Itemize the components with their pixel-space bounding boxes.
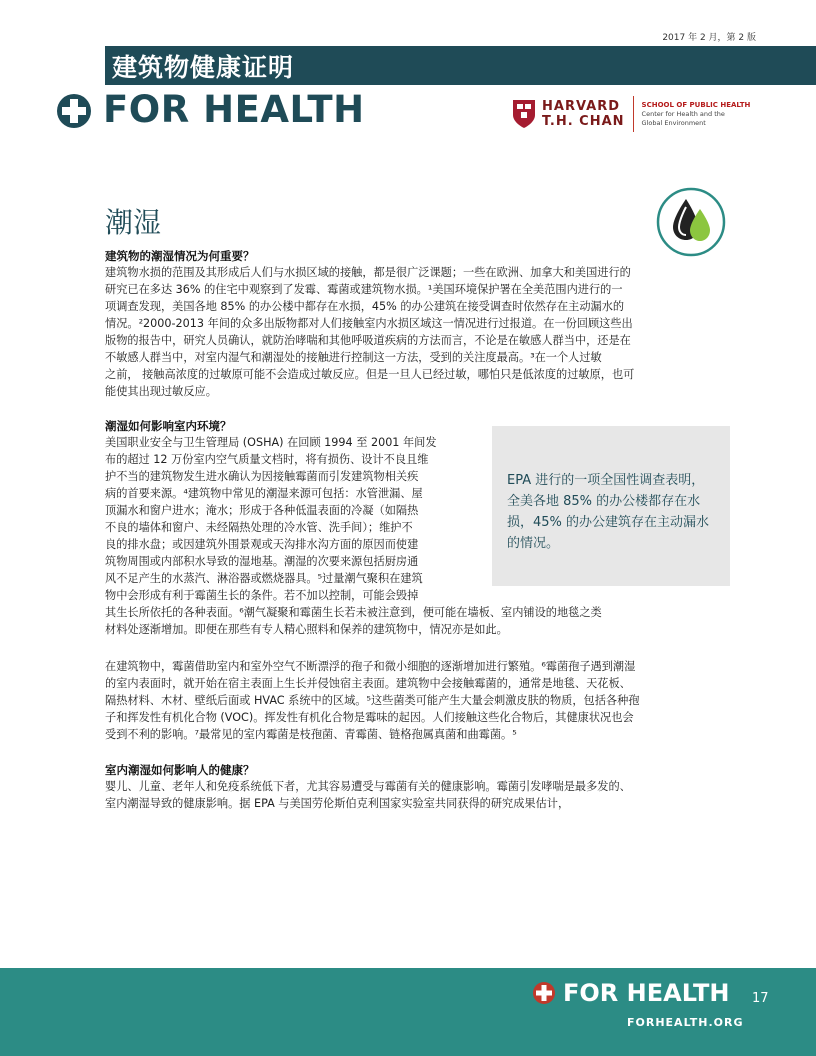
paragraph-health-effects [105,778,725,812]
chan-name: T.H. CHAN [542,114,625,129]
center-name-1: Center for Health and the [641,110,725,118]
text-line: 婴儿、儿童、老年人和免疫系统低下者，尤其容易遭受与霉菌有关的健康影响。霉菌引发哮喘是最多发的、 [105,780,631,793]
text-line: 不敏感人群当中，对室内湿气和潮湿处的接触进行控制这一方法，受到的关注度最高。³在一个人过敏 [105,351,602,364]
text-line: 研究已在多达 36% 的住宅中观察到了发霉、霉菌或建筑物水损。¹美国环境保护署在全美范围内进行的一 [105,283,623,296]
heading-health-effects: 室内潮湿如何影响人的健康？ [105,763,255,777]
edition-date: 2017 年 2 月，第 2 版 [662,33,756,43]
text-line: 隔热材料、木材、壁纸后面或 HVAC 系统中的区域。⁵这些菌类可能产生大量会刺激皮肤的物质，包括各种孢 [105,694,640,707]
text-line: 顶漏水和窗户进水；淹水；形成于各种低温表面的冷凝（如隔热 [105,504,419,517]
text-line: 美国职业安全与卫生管理局 (OSHA) 在回顾 1994 至 2001 年间发 [105,436,437,449]
section-title: 潮湿 [105,206,162,239]
footer-cross-icon [533,982,555,1004]
text-line: 在建筑物中，霉菌借助室内和室外空气不断漂浮的孢子和微小细胞的逐渐增加进行繁殖。⁶霉菌孢子遇到潮湿 [105,660,636,673]
paragraph-intro [105,264,725,400]
text-line: 其生长所依托的各种表面。⁶潮气凝聚和霉菌生长若未被注意到，便可能在墙板、室内铺设的地毯之类 [105,606,602,619]
text-line: 室内潮湿导致的健康影响。据 EPA 与美国劳伦斯伯克利国家实验室共同获得的研究成果估计， [105,797,570,810]
text-line: 之前， 接触高浓度的过敏原可能不会造成过敏反应。但是一旦人已经过敏，哪怕只是低浓度的过敏原，也可 [105,368,635,381]
center-name-2: Global Environment [641,119,706,127]
water-drop-icon [656,187,726,257]
text-line: 风不足产生的水蒸汽、淋浴器或燃烧器具。⁵过量潮气聚积在建筑 [105,572,423,585]
cross-logo-icon [57,94,91,128]
text-line: 版物的报告中，研究人员确认，就防治哮喘和其他呼吸道疾病的方法而言，不论是在敏感人群当中，还是在 [105,334,631,347]
paragraph-mold-growth [105,658,725,743]
footer-url-link[interactable]: FORHEALTH.ORG [627,1016,744,1029]
document-title: 建筑物健康证明 [112,53,295,82]
harvard-name: HARVARD [542,99,620,114]
text-line: 材料处逐渐增加。即便在那些有专人精心照料和保养的建筑物中，情况亦是如此。 [105,623,508,636]
text-line: 物中会形成有利于霉菌生长的条件。若不加以控制，可能会毁掉 [105,589,419,602]
heading-why-important: 建筑物的潮湿情况为何重要？ [105,249,255,263]
footer-logo: FOR HEALTH [563,979,730,1007]
heading-indoor-environment: 潮湿如何影响室内环境？ [105,419,232,433]
text-line: 项调查发现，美国各地 85% 的办公楼中都存在水损，45% 的办公建筑在接受调查时依然存在主动漏水的 [105,300,625,313]
text-line: 病的首要来源。⁴建筑物中常见的潮湿来源可包括：水管泄漏、屋 [105,487,423,500]
text-line: 情况。²2000-2013 年间的众多出版物都对人们接触室内水损区域这一情况进行过报道。在一份回顾这些出 [105,317,633,330]
text-line: 护不当的建筑物发生进水确认为因接触霉菌而引发建筑物相关疾 [105,470,419,483]
text-line: 能使其出现过敏反应。 [105,385,217,398]
page-number: 17 [752,991,769,1006]
text-line: 的室内表面时，就开始在宿主表面上生长并侵蚀宿主表面。建筑物中会接触霉菌的，通常是地毯、天花板、 [105,677,631,690]
text-line: 良的排水盘；或因建筑外围景观或天沟排水沟方面的原因而使建 [105,538,419,551]
harvard-logo [512,96,750,132]
text-line: 筑物周围或内部积水导致的湿地基。潮湿的次要来源包括厨房通 [105,555,419,568]
harvard-shield-icon [512,99,536,129]
text-line: 不良的墙体和窗户、未经隔热处理的冷水管、洗手间）；维护不 [105,521,413,534]
text-line: 布的超过 12 万份室内空气质量文档时，将有损伤、设计不良且维 [105,453,429,466]
for-health-logo: FOR HEALTH [103,88,365,131]
text-line: 建筑物水损的范围及其形成后人们与水损区域的接触，都是很广泛课题；一些在欧洲、加拿大和美国进行的 [105,266,631,279]
text-line: 受到不利的影响。⁷最常见的室内霉菌是枝孢菌、青霉菌、链格孢属真菌和曲霉菌。⁵ [105,728,517,741]
logo-divider [633,96,634,132]
text-line: 子和挥发性有机化合物 (VOC)。挥发性有机化合物是霉味的起因。人们接触这些化合物后，其健康状况也会 [105,711,634,724]
callout-text: EPA 进行的一项全国性调查表明，全美各地 85% 的办公楼都存在水损，45% 的办公建筑存在主动漏水的情况。 [507,473,710,551]
school-name: SCHOOL OF PUBLIC HEALTH [641,101,751,109]
